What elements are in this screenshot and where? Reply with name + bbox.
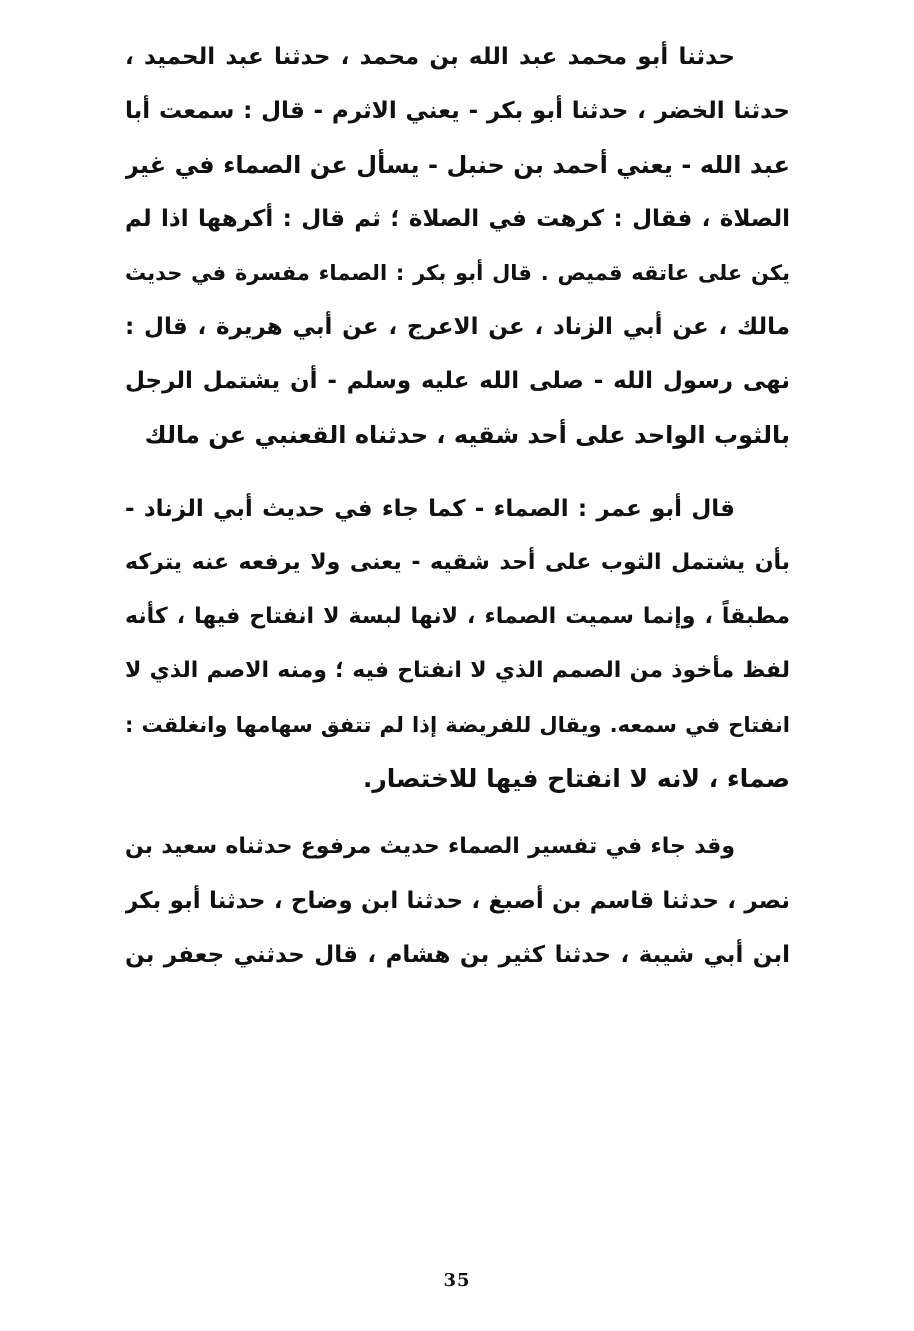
text-line: الصلاة ، فقال : كرهت في الصلاة ؛ ثم قال : أكرهها اذا لم [125, 206, 790, 232]
text-line: حدثنا أبو محمد عبد الله بن محمد ، حدثنا عبد الحميد ، [125, 44, 735, 70]
text-line: عبد الله - يعني أحمد بن حنبل - يسأل عن الصماء في غير [125, 151, 790, 179]
text-line: صماء ، لانه لا انفتاح فيها للاختصار. [362, 764, 790, 793]
paragraph-1 [125, 30, 790, 462]
text-line: مالك ، عن أبي الزناد ، عن الاعرج ، عن أبي هريرة ، قال : [125, 314, 790, 340]
text-line: نهى رسول الله - صلى الله عليه وسلم - أن يشتمل الرجل [125, 368, 790, 394]
text-line: حدثنا الخضر ، حدثنا أبو بكر - يعني الاثرم - قال : سمعت أبا [125, 98, 790, 124]
text-line: ابن أبي شيبة ، حدثنا كثير بن هشام ، قال حدثني جعفر بن [125, 942, 790, 968]
paragraph-3 [125, 820, 790, 982]
page-number: 35 [443, 1270, 471, 1291]
text-line: يكن على عاتقه قميص . قال أبو بكر : الصماء مفسرة في حديث [125, 261, 790, 285]
text-line: انفتاح في سمعه. ويقال للفريضة إذا لم تتفق سهامها وانغلقت : [125, 713, 790, 737]
text-line: بالثوب الواحد على أحد شقيه ، حدثناه القعنبي عن مالك [144, 421, 790, 449]
text-line: قال أبو عمر : الصماء - كما جاء في حديث أبي الزناد - [125, 496, 735, 522]
text-line: مطبقاً ، وإنما سميت الصماء ، لانها لبسة لا انفتاح فيها ، كأنه [125, 604, 790, 629]
paragraph-2 [125, 482, 790, 806]
text-line: بأن يشتمل الثوب على أحد شقيه - يعنى ولا يرفعه عنه يتركه [125, 550, 790, 575]
text-line: لفظ مأخوذ من الصمم الذي لا انفتاح فيه ؛ ومنه الاصم الذي لا [125, 658, 790, 683]
text-line: نصر ، حدثنا قاسم بن أصبغ ، حدثنا ابن وضاح ، حدثنا أبو بكر [125, 888, 790, 914]
text-line: وقد جاء في تفسير الصماء حديث مرفوع حدثناه سعيد بن [125, 834, 735, 859]
